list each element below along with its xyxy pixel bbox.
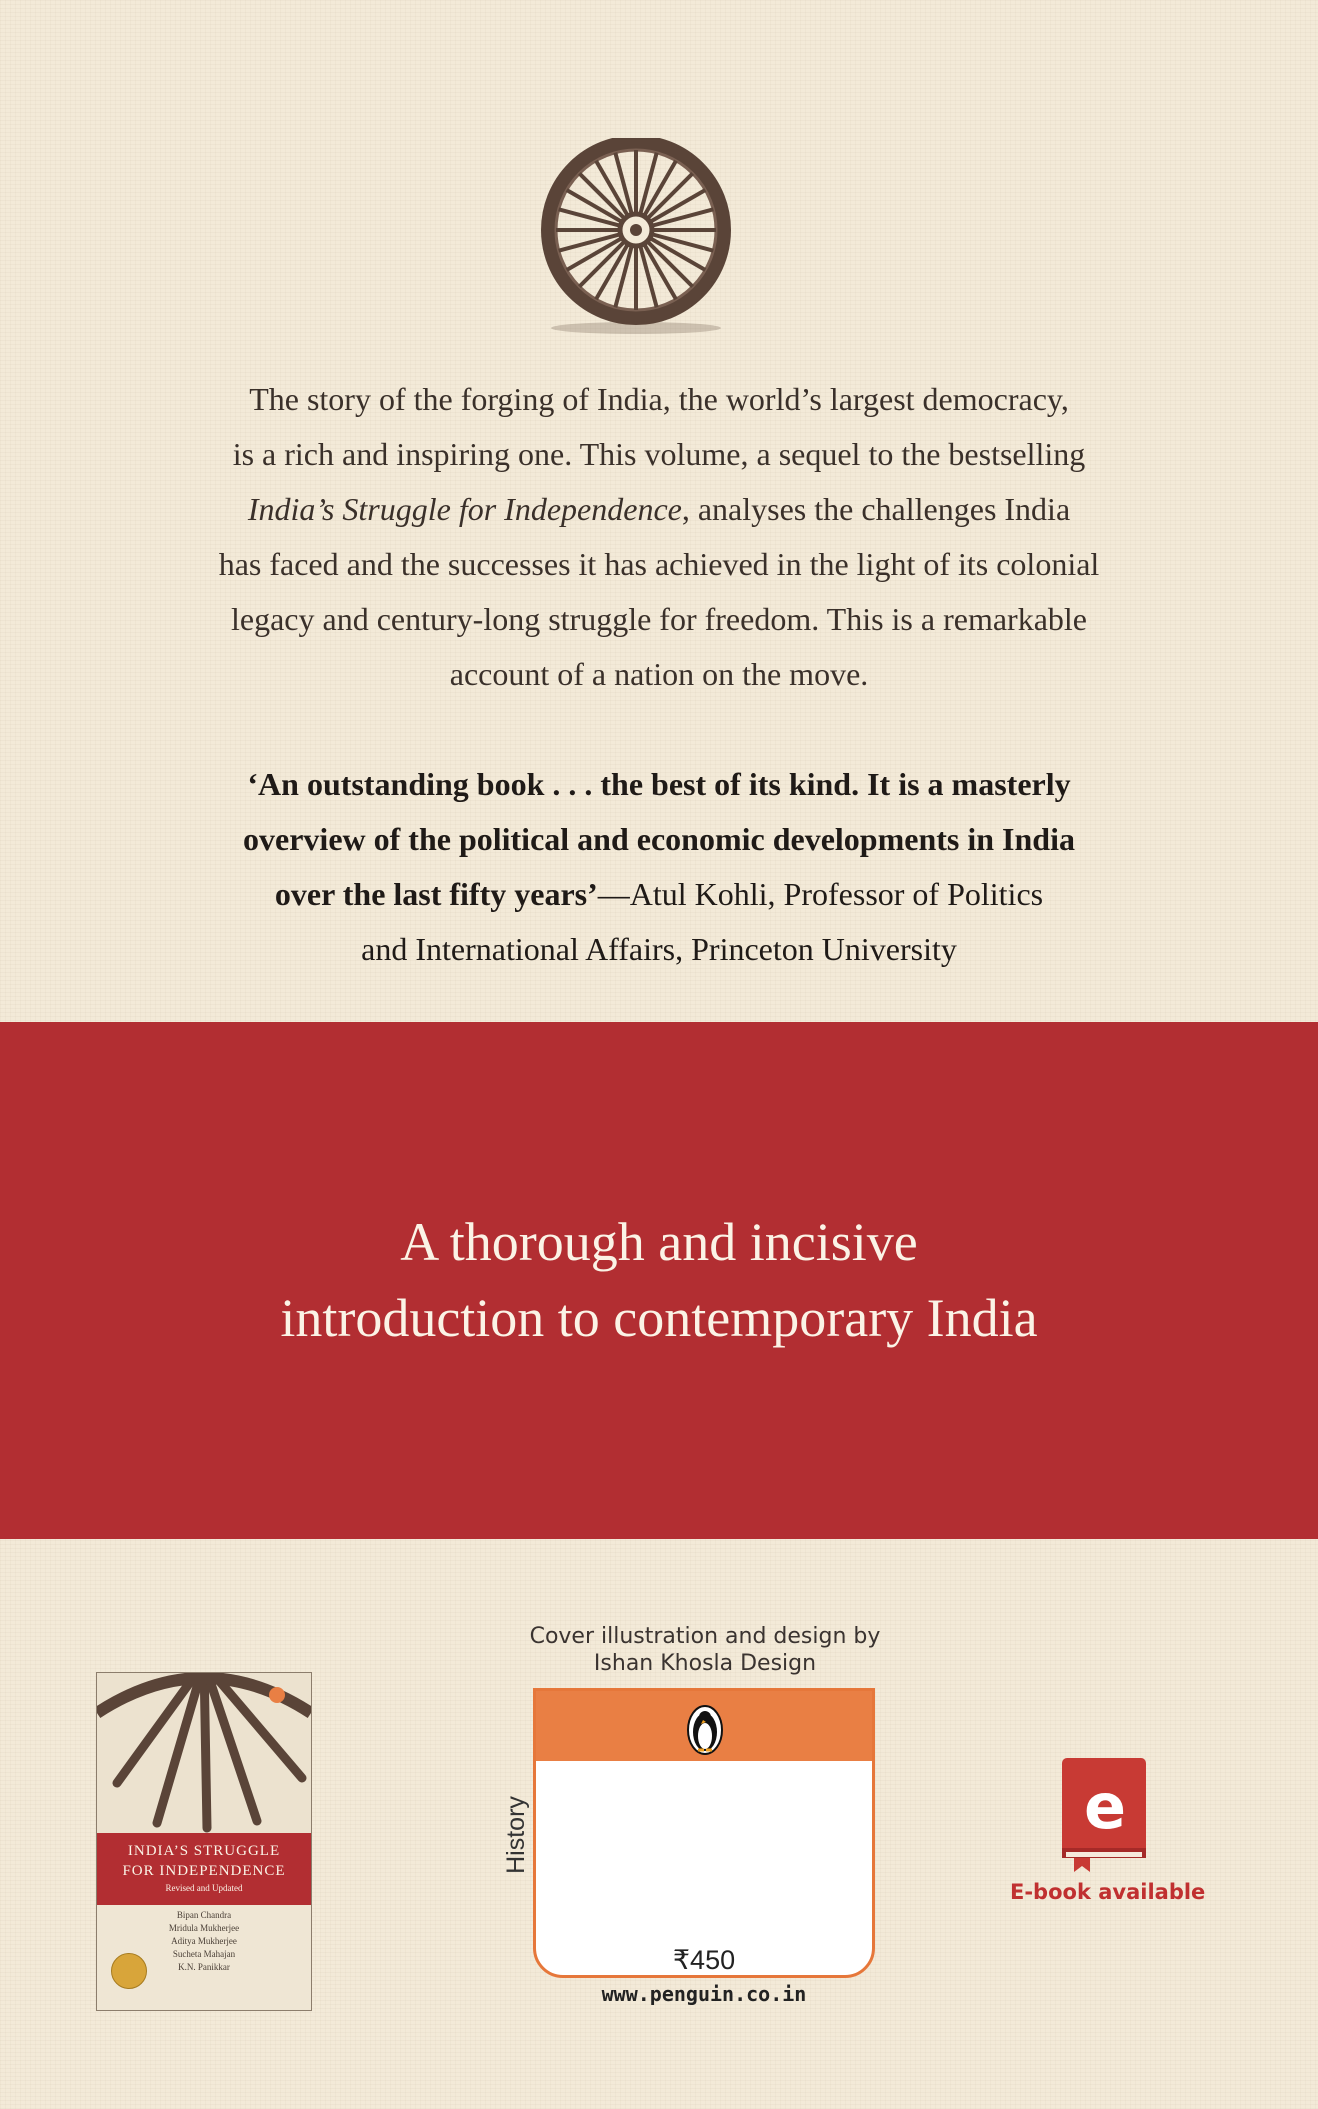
author-name: Bipan Chandra xyxy=(176,1910,232,1920)
publisher-website[interactable]: www.penguin.co.in xyxy=(601,1982,807,2006)
penguin-logo-icon xyxy=(687,1705,723,1755)
review-quote xyxy=(150,757,1168,977)
author-name: Sucheta Mahajan xyxy=(172,1949,236,1959)
blurb-line: The story of the forging of India, the world’s largest democracy, xyxy=(249,381,1069,417)
tagline xyxy=(0,1204,1318,1356)
prequel-title: FOR INDEPENDENCE xyxy=(122,1863,286,1879)
chakra-wheel-icon xyxy=(536,138,736,338)
quote-line: and International Affairs, Princeton University xyxy=(361,931,957,967)
book-blurb xyxy=(150,372,1168,702)
design-credit: Cover illustration and design by Ishan Khosla Design xyxy=(529,1624,881,1676)
author-name: Aditya Mukherjee xyxy=(171,1936,237,1946)
quote-line: ‘An outstanding book . . . the best of its kind. It is a masterly xyxy=(247,766,1071,802)
ebook-available-label: E-book available xyxy=(1010,1880,1206,1904)
blurb-line: has faced and the successes it has achieved in the light of its colonial xyxy=(218,546,1100,582)
blurb-line: India’s Struggle for Independence, analyses the challenges India xyxy=(247,491,1071,527)
prequel-subtitle: Revised and Updated xyxy=(165,1883,243,1893)
prequel-book-cover xyxy=(96,1672,312,2011)
blurb-line: account of a nation on the move. xyxy=(449,656,869,692)
quote-line: over the last fifty years’—Atul Kohli, Professor of Politics xyxy=(274,876,1044,912)
blurb-line: is a rich and inspiring one. This volume, a sequel to the bestselling xyxy=(232,436,1086,472)
price-card-header xyxy=(536,1691,872,1761)
prequel-title: INDIA’S STRUGGLE xyxy=(127,1843,281,1859)
tagline-line: A thorough and incisive xyxy=(400,1212,918,1272)
price-label: ₹450 xyxy=(672,1945,736,1975)
author-name: Mridula Mukherjee xyxy=(168,1923,240,1933)
category-label: History xyxy=(501,1796,530,1874)
tagline-line: introduction to contemporary India xyxy=(280,1288,1038,1348)
wheel-illustration-icon xyxy=(97,1673,311,1833)
blurb-line: legacy and century-long struggle for freedom. This is a remarkable xyxy=(231,601,1087,637)
quote-line: overview of the political and economic developments in India xyxy=(243,821,1075,857)
price-card xyxy=(533,1688,875,1978)
prequel-title-italic: India’s Struggle for Independence xyxy=(247,491,682,527)
ebook-icon xyxy=(1060,1756,1150,1874)
prequel-title-band xyxy=(97,1833,311,1905)
svg-text:e: e xyxy=(1083,1770,1127,1843)
medal-badge-icon xyxy=(111,1953,147,1989)
author-name: K.N. Panikkar xyxy=(178,1962,230,1972)
